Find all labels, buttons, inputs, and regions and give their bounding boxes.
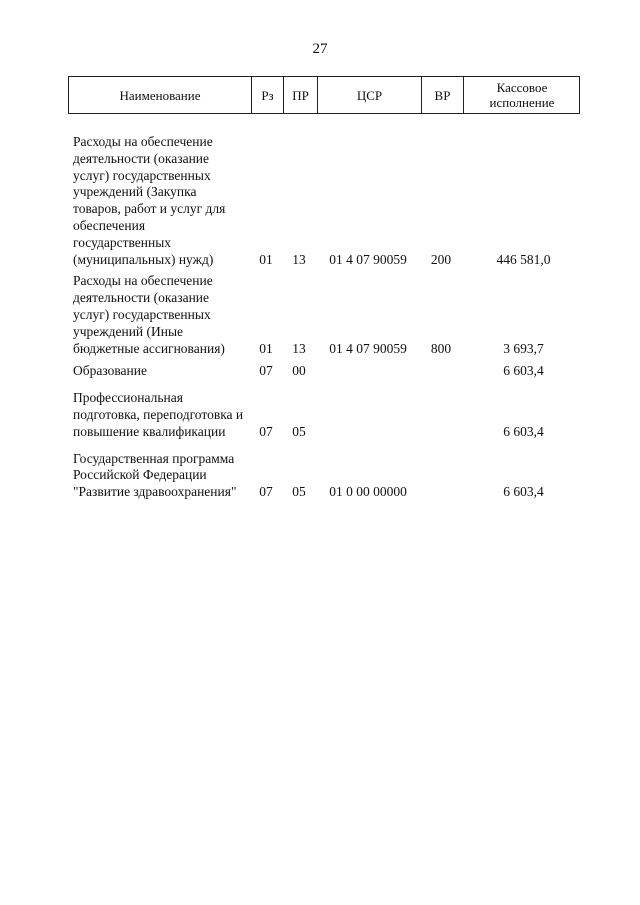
row-name: Государственная программа Российской Федерации "Развитие здравоохранения"	[73, 450, 237, 500]
row-amount: 446 581,0	[496, 251, 551, 267]
row-pr: 13	[292, 340, 306, 356]
row-vr	[420, 390, 462, 440]
table-header	[68, 76, 580, 114]
row-name: Расходы на обеспечение деятельности (оказание услуг) государственных учреждений (Закупка товаров, работ и услуг для обеспечения государственных (муниципальных) нужд)	[73, 134, 226, 267]
row-vr	[420, 451, 462, 501]
row-csr: 01 4 07 90059	[329, 340, 407, 356]
header-rz: Рз	[251, 77, 283, 113]
table-row	[68, 451, 580, 501]
row-name: Образование	[73, 363, 147, 379]
row-amount: 3 693,7	[503, 340, 544, 356]
row-amount: 6 603,4	[503, 423, 544, 439]
row-rz: 07	[259, 423, 273, 439]
row-rz: 01	[259, 340, 273, 356]
row-csr: 01 0 00 00000	[329, 484, 407, 500]
header-amount: Кассовое исполнение	[463, 77, 580, 113]
header-name: Наименование	[119, 87, 201, 103]
row-pr: 13	[292, 251, 306, 267]
table-row	[68, 134, 580, 268]
header-csr: ЦСР	[317, 77, 421, 113]
row-rz: 01	[259, 251, 273, 267]
row-vr	[420, 363, 462, 380]
row-vr: 200	[430, 251, 452, 267]
row-csr	[316, 390, 420, 440]
row-rz: 07	[259, 363, 273, 379]
row-amount: 6 603,4	[503, 484, 544, 500]
row-csr: 01 4 07 90059	[329, 251, 407, 267]
table-row	[68, 390, 580, 440]
row-csr	[316, 363, 420, 380]
row-amount: 6 603,4	[503, 363, 544, 379]
row-pr: 05	[292, 484, 306, 500]
header-vr: ВР	[421, 77, 463, 113]
header-pr: ПР	[283, 77, 317, 113]
table-body	[68, 134, 580, 501]
page-number: 27	[312, 41, 328, 57]
row-name: Профессиональная подготовка, переподготовка и повышение квалификации	[73, 390, 244, 439]
row-pr: 05	[292, 423, 306, 439]
row-pr: 00	[292, 363, 306, 379]
table-row	[68, 363, 580, 380]
row-vr: 800	[430, 340, 452, 356]
table-row	[68, 273, 580, 357]
row-name: Расходы на обеспечение деятельности (оказание услуг) государственных учреждений (Иные бюджетные ассигнования)	[73, 273, 225, 356]
row-rz: 07	[259, 484, 273, 500]
